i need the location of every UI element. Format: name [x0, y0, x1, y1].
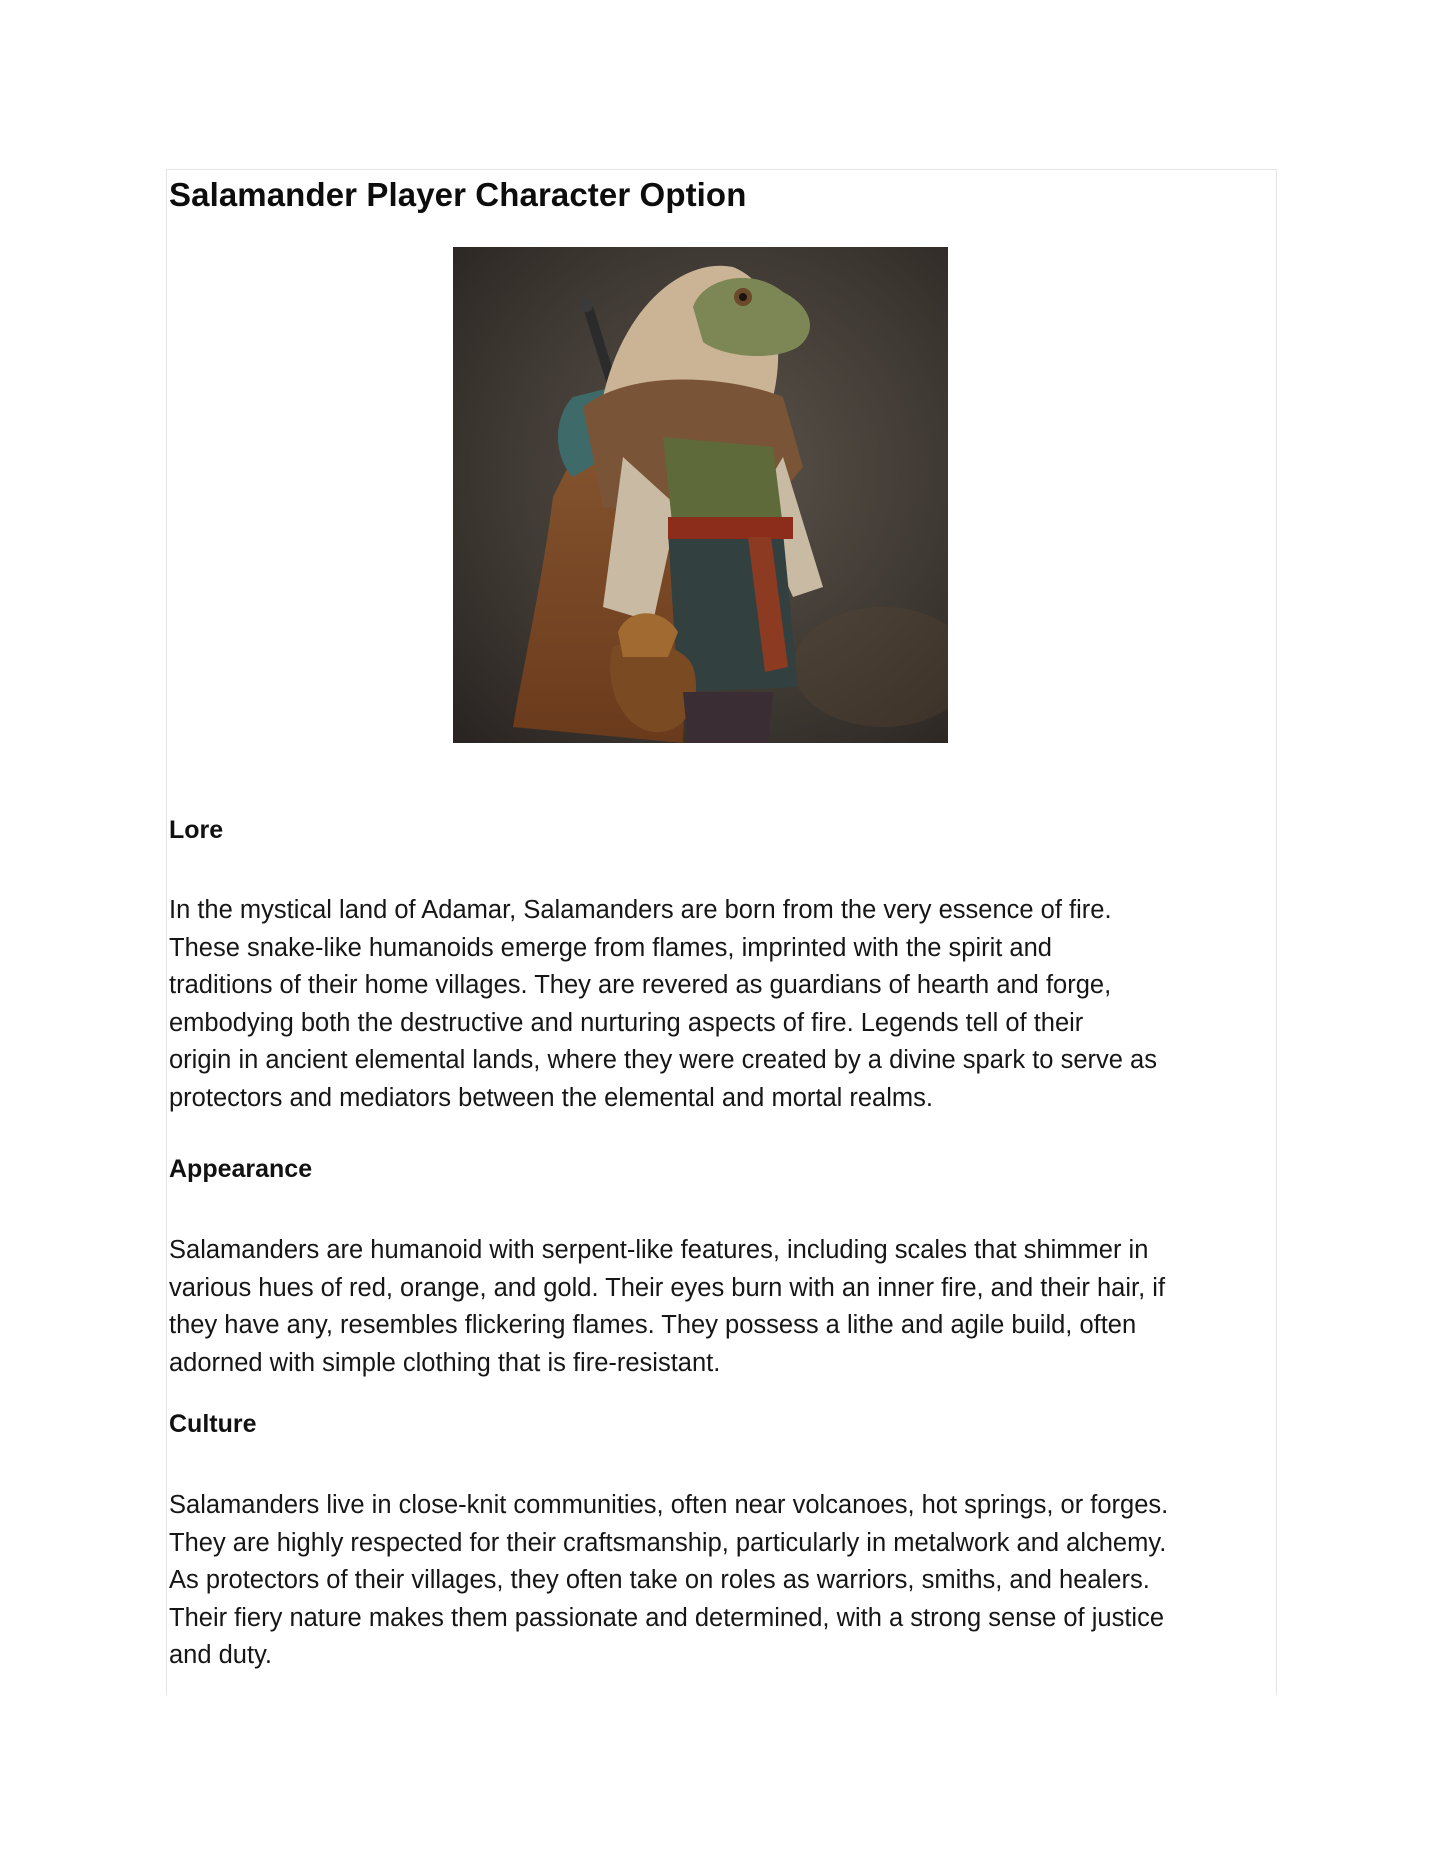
- section-heading-lore: Lore: [169, 816, 224, 844]
- text-line: they have any, resembles flickering flames. They possess a lithe and agile build, often: [169, 1311, 1137, 1340]
- text-line: various hues of red, orange, and gold. Their eyes burn with an inner fire, and their hair, if: [169, 1273, 1166, 1302]
- section-heading-culture: Culture: [169, 1410, 257, 1438]
- section-body-appearance: [169, 1232, 1165, 1382]
- character-portrait-icon: [453, 247, 948, 743]
- text-line: protectors and mediators between the elemental and mortal realms.: [169, 1083, 933, 1112]
- text-line: In the mystical land of Adamar, Salamanders are born from the very essence of fire.: [169, 896, 1112, 924]
- text-line: and duty.: [169, 1641, 273, 1670]
- section-body-culture: [169, 1487, 1168, 1675]
- page-title: Salamander Player Character Option: [169, 176, 747, 213]
- text-line: embodying both the destructive and nurturing aspects of fire. Legends tell of their: [169, 1008, 1084, 1037]
- text-line: traditions of their home villages. They are revered as guardians of hearth and forge,: [169, 971, 1112, 1000]
- section-body-lore: [169, 892, 1157, 1118]
- text-line: Salamanders are humanoid with serpent-like features, including scales that shimmer in: [169, 1236, 1149, 1264]
- section-heading-appearance: Appearance: [169, 1155, 313, 1183]
- text-line: adorned with simple clothing that is fire-resistant.: [169, 1348, 721, 1377]
- text-line: As protectors of their villages, they often take on roles as warriors, smiths, and healers.: [169, 1566, 1150, 1595]
- text-line: Their fiery nature makes them passionate and determined, with a strong sense of justice: [169, 1603, 1165, 1632]
- text-line: origin in ancient elemental lands, where they were created by a divine spark to serve as: [169, 1046, 1157, 1075]
- text-line: They are highly respected for their craftsmanship, particularly in metalwork and alchemy.: [169, 1528, 1167, 1557]
- text-line: These snake-like humanoids emerge from flames, imprinted with the spirit and: [169, 933, 1052, 962]
- character-illustration: [453, 247, 948, 743]
- text-line: Salamanders live in close-knit communities, often near volcanoes, hot springs, or forges.: [169, 1491, 1169, 1519]
